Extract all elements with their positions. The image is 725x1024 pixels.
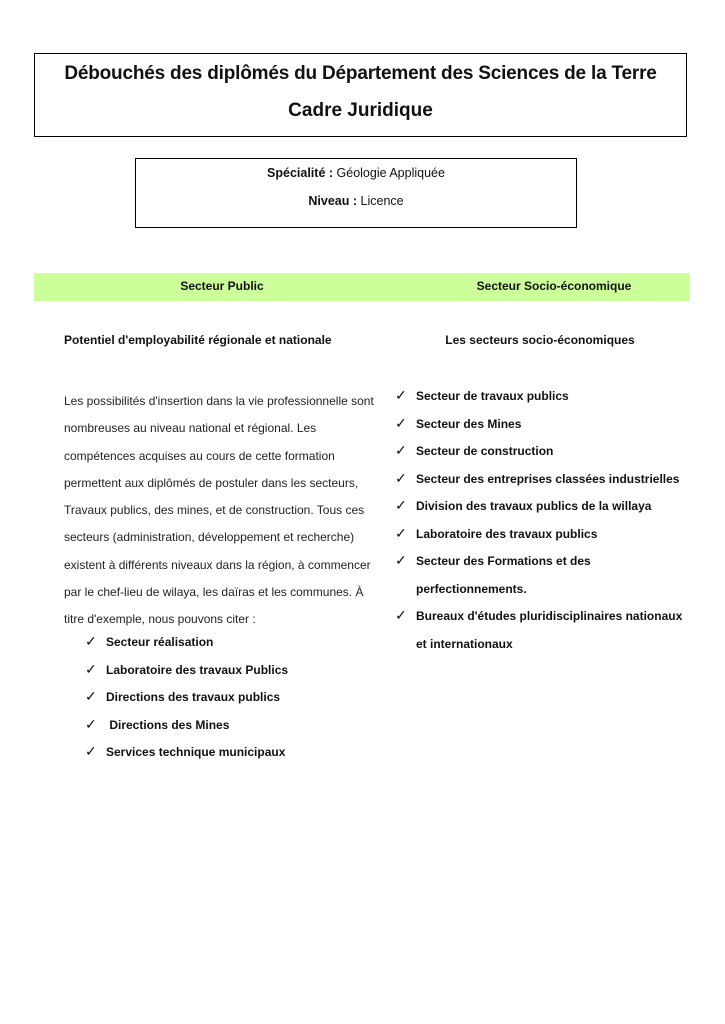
specialty-value: Géologie Appliquée: [336, 166, 445, 180]
checkmark-icon: ✓: [395, 442, 407, 458]
document-title: Débouchés des diplômés du Département des Sciences de la Terre: [64, 63, 657, 84]
level-line: [136, 194, 576, 208]
specialty-box: [135, 158, 577, 228]
checkmark-icon: ✓: [85, 660, 97, 677]
public-sector-header: Secteur Public: [180, 279, 264, 293]
checkmark-icon: ✓: [395, 387, 407, 403]
specialty-line: [136, 166, 576, 180]
title-box: [34, 53, 687, 137]
checkmark-icon: ✓: [395, 497, 407, 513]
level-label: Niveau :: [308, 194, 358, 208]
checkmark-icon: ✓: [85, 688, 97, 704]
checkmark-icon: ✓: [85, 743, 97, 759]
checkmark-icon: ✓: [85, 633, 97, 649]
document-subtitle: Cadre Juridique: [288, 100, 433, 121]
column-header-band: [34, 273, 690, 301]
checkmark-icon: ✓: [395, 552, 407, 568]
checkmark-icon: ✓: [395, 414, 407, 431]
employability-subtitle: Potentiel d'employabilité régionale et nationale: [64, 333, 332, 347]
specialty-label: Spécialité :: [267, 166, 334, 180]
checkmark-icon: ✓: [395, 469, 407, 486]
checkmark-icon: ✓: [395, 524, 407, 541]
socio-economic-header: Secteur Socio-économique: [476, 279, 632, 293]
checkmark-icon: ✓: [395, 607, 407, 623]
checkmark-icon: ✓: [85, 715, 97, 732]
insertion-paragraph: Les possibilités d'insertion dans la vie professionnelle sont nombreuses au niveau national et régional. Les compétences acquises au cours de cette formation permettent aux diplômés de postuler dans les secteurs, Travaux publics, des mines, et de construction. Tous ces secteurs (administration, développement et recherche) existent à différents niveaux dans la région, à commencer par le chef-lieu de wilaya, les daïras et les communes. À titre d'exemple, nous pouvons citer :: [64, 394, 374, 627]
level-value: Licence: [360, 194, 404, 208]
socio-economic-subtitle: Les secteurs socio-économiques: [445, 333, 635, 347]
